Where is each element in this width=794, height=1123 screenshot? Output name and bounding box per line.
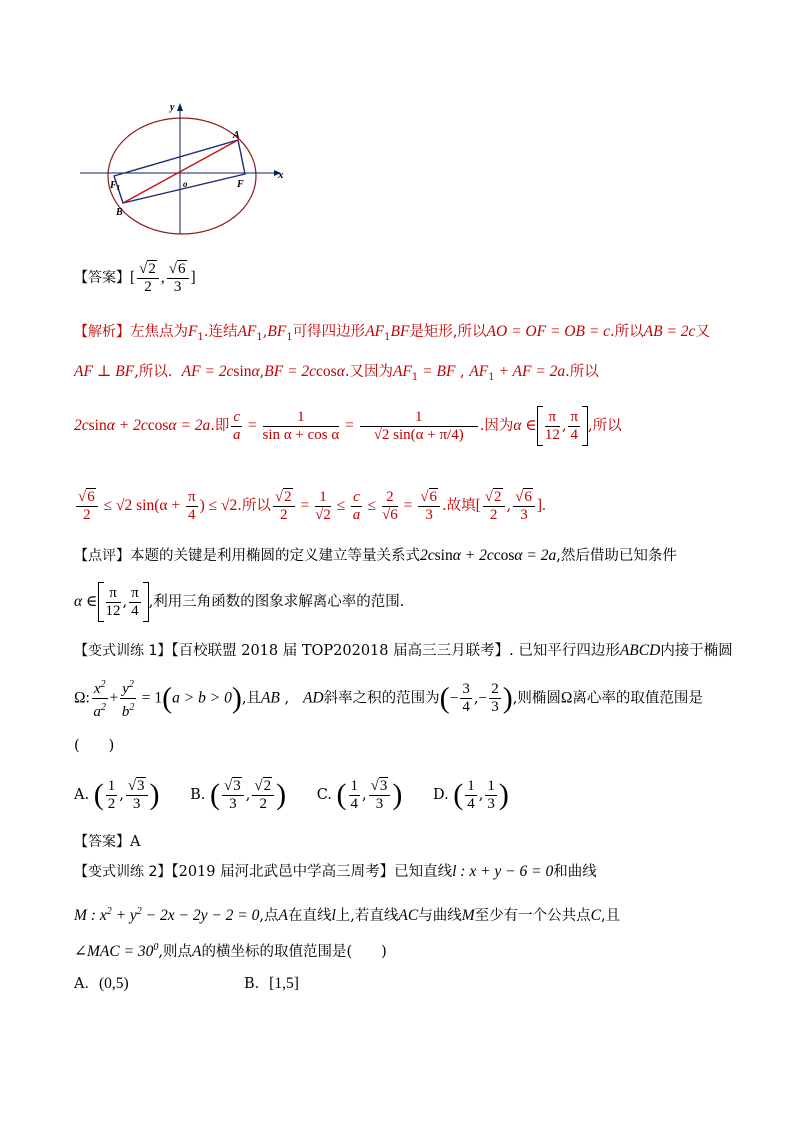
y-axis-arrow bbox=[177, 103, 183, 111]
exercise2-tag: 【变式训练 2】 bbox=[74, 864, 172, 880]
label-b: B bbox=[116, 207, 123, 218]
label-x: x bbox=[278, 169, 284, 181]
exercise2-options bbox=[74, 974, 724, 994]
answer-value-2: A bbox=[130, 834, 141, 850]
label-o: o bbox=[183, 179, 188, 189]
ellipse-figure bbox=[76, 98, 292, 238]
option-2a[interactable]: A．(0,5) bbox=[74, 975, 129, 992]
exercise1-line-2: Ω: $\frac{x^2}{a^2}$ + $\frac{y^2}{b^2}$ = 1(a > b > 0),且AB , AD斜率之积的范围为(− $\frac{3}{4}$ ,− $\frac{2}{3}$ ),则椭圆Ω离心率的取值范围是 bbox=[74, 676, 724, 720]
option-b[interactable]: B. ( $\frac{√3}{3}$ , $\frac{√2}{2}$ ) bbox=[190, 777, 287, 812]
analysis-line-4: $\frac{√6}{2}$ ≤ √2 sin(α + $\frac{\pi}{4}$ ) ≤ √2.所以 $\frac{√2}{2}$ = $\frac{1}{√2}$ ≤ $\frac{c}{a}$ ≤ $\frac{2}{√6}$ = $\frac{√6}{3}$ .故填[ $\frac{√2}{2}$ , $\frac{√6}{3}$ ]. bbox=[78, 488, 546, 523]
exercise1-blank: ( ) bbox=[74, 738, 115, 754]
answer-line-1: 【答案】[ $\frac{√2}{2}$ , $\frac{√6}{3}$ ] bbox=[74, 260, 196, 295]
label-f1: $F_1$ bbox=[110, 180, 121, 192]
comment-line-1: 【点评】本题的关键是利用椭圆的定义建立等量关系式2csinα + 2ccosα = 2a,然后借助已知条件 bbox=[74, 547, 677, 564]
exercise1-tag: 【变式训练 1】 bbox=[74, 643, 172, 659]
exercise1-options bbox=[74, 772, 724, 818]
answer-line-2 bbox=[74, 832, 724, 852]
option-c[interactable]: C. ( $\frac{1}{4}$ , $\frac{√3}{3}$ ) bbox=[316, 777, 403, 812]
analysis-line-1: 【解析】左焦点为$F_1$.连结$AF_1,BF_1$可得四边形$AF_1BF$是矩形,所以AO = OF = OB = c.所以AB = 2c又 bbox=[74, 323, 710, 343]
analysis-tag: 【解析】 bbox=[74, 324, 130, 340]
exercise2-line-1: 【变式训练 2】【2019 届河北武邑中学高三周考】已知直线l : x + y − 6 = 0和曲线 bbox=[74, 863, 597, 880]
label-f: F bbox=[237, 179, 244, 190]
exercise2-line-2: M : $x^2 + y^2 - 2x - 2y - 2 = 0$,点A在直线l上,若直线AC与曲线M至少有一个公共点C,且 bbox=[74, 906, 621, 925]
exercise1-source: 【百校联盟 2018 届 TOP202018 届高三三月联考】 bbox=[171, 643, 510, 659]
exercise2-line-3: ∠MAC = $30^0$,则点A的横坐标的取值范围是( ) bbox=[74, 942, 387, 961]
option-d[interactable]: D. ( $\frac{1}{4}$ , $\frac{1}{3}$ ) bbox=[432, 777, 509, 812]
analysis-line-2: AF ⊥ BF,所以. AF = 2csinα,BF = 2ccosα.又因为$AF_1$ = BF , $AF_1$ + AF = 2a.所以 bbox=[74, 363, 599, 383]
exercise2-source: 【2019 届河北武邑中学高三周考】 bbox=[171, 864, 395, 880]
analysis-line-3: 2csinα + 2ccosα = 2a.即 $\frac{c}{a}$ = $\frac{1}{\text{sin α + cos α}}$ = $\frac{1}{√2 \sin(\alpha + \pi/4)}$ .因为α ∈ $\frac{\pi}{12}$ , $\frac{\pi}{4}$ ,所以 bbox=[74, 402, 724, 450]
answer-tag: 【答案】 bbox=[74, 270, 130, 286]
answer-tag-2: 【答案】 bbox=[74, 834, 130, 850]
label-a: A bbox=[233, 130, 240, 141]
option-2b[interactable]: B．[1,5] bbox=[244, 975, 299, 992]
comment-tag: 【点评】 bbox=[74, 548, 130, 564]
option-a[interactable]: A. ( $\frac{1}{2}$ , $\frac{√3}{3}$ ) bbox=[74, 777, 160, 812]
label-y: y bbox=[170, 102, 175, 113]
comment-line-2: α ∈ $\frac{\pi}{12}$ , $\frac{\pi}{4}$ ,利用三角函数的图象求解离心率的范围. bbox=[74, 580, 724, 624]
exercise1-line-1: 【变式训练 1】【百校联盟 2018 届 TOP202018 届高三三月联考】. 已知平行四边形ABCD内接于椭圆 bbox=[74, 642, 733, 659]
